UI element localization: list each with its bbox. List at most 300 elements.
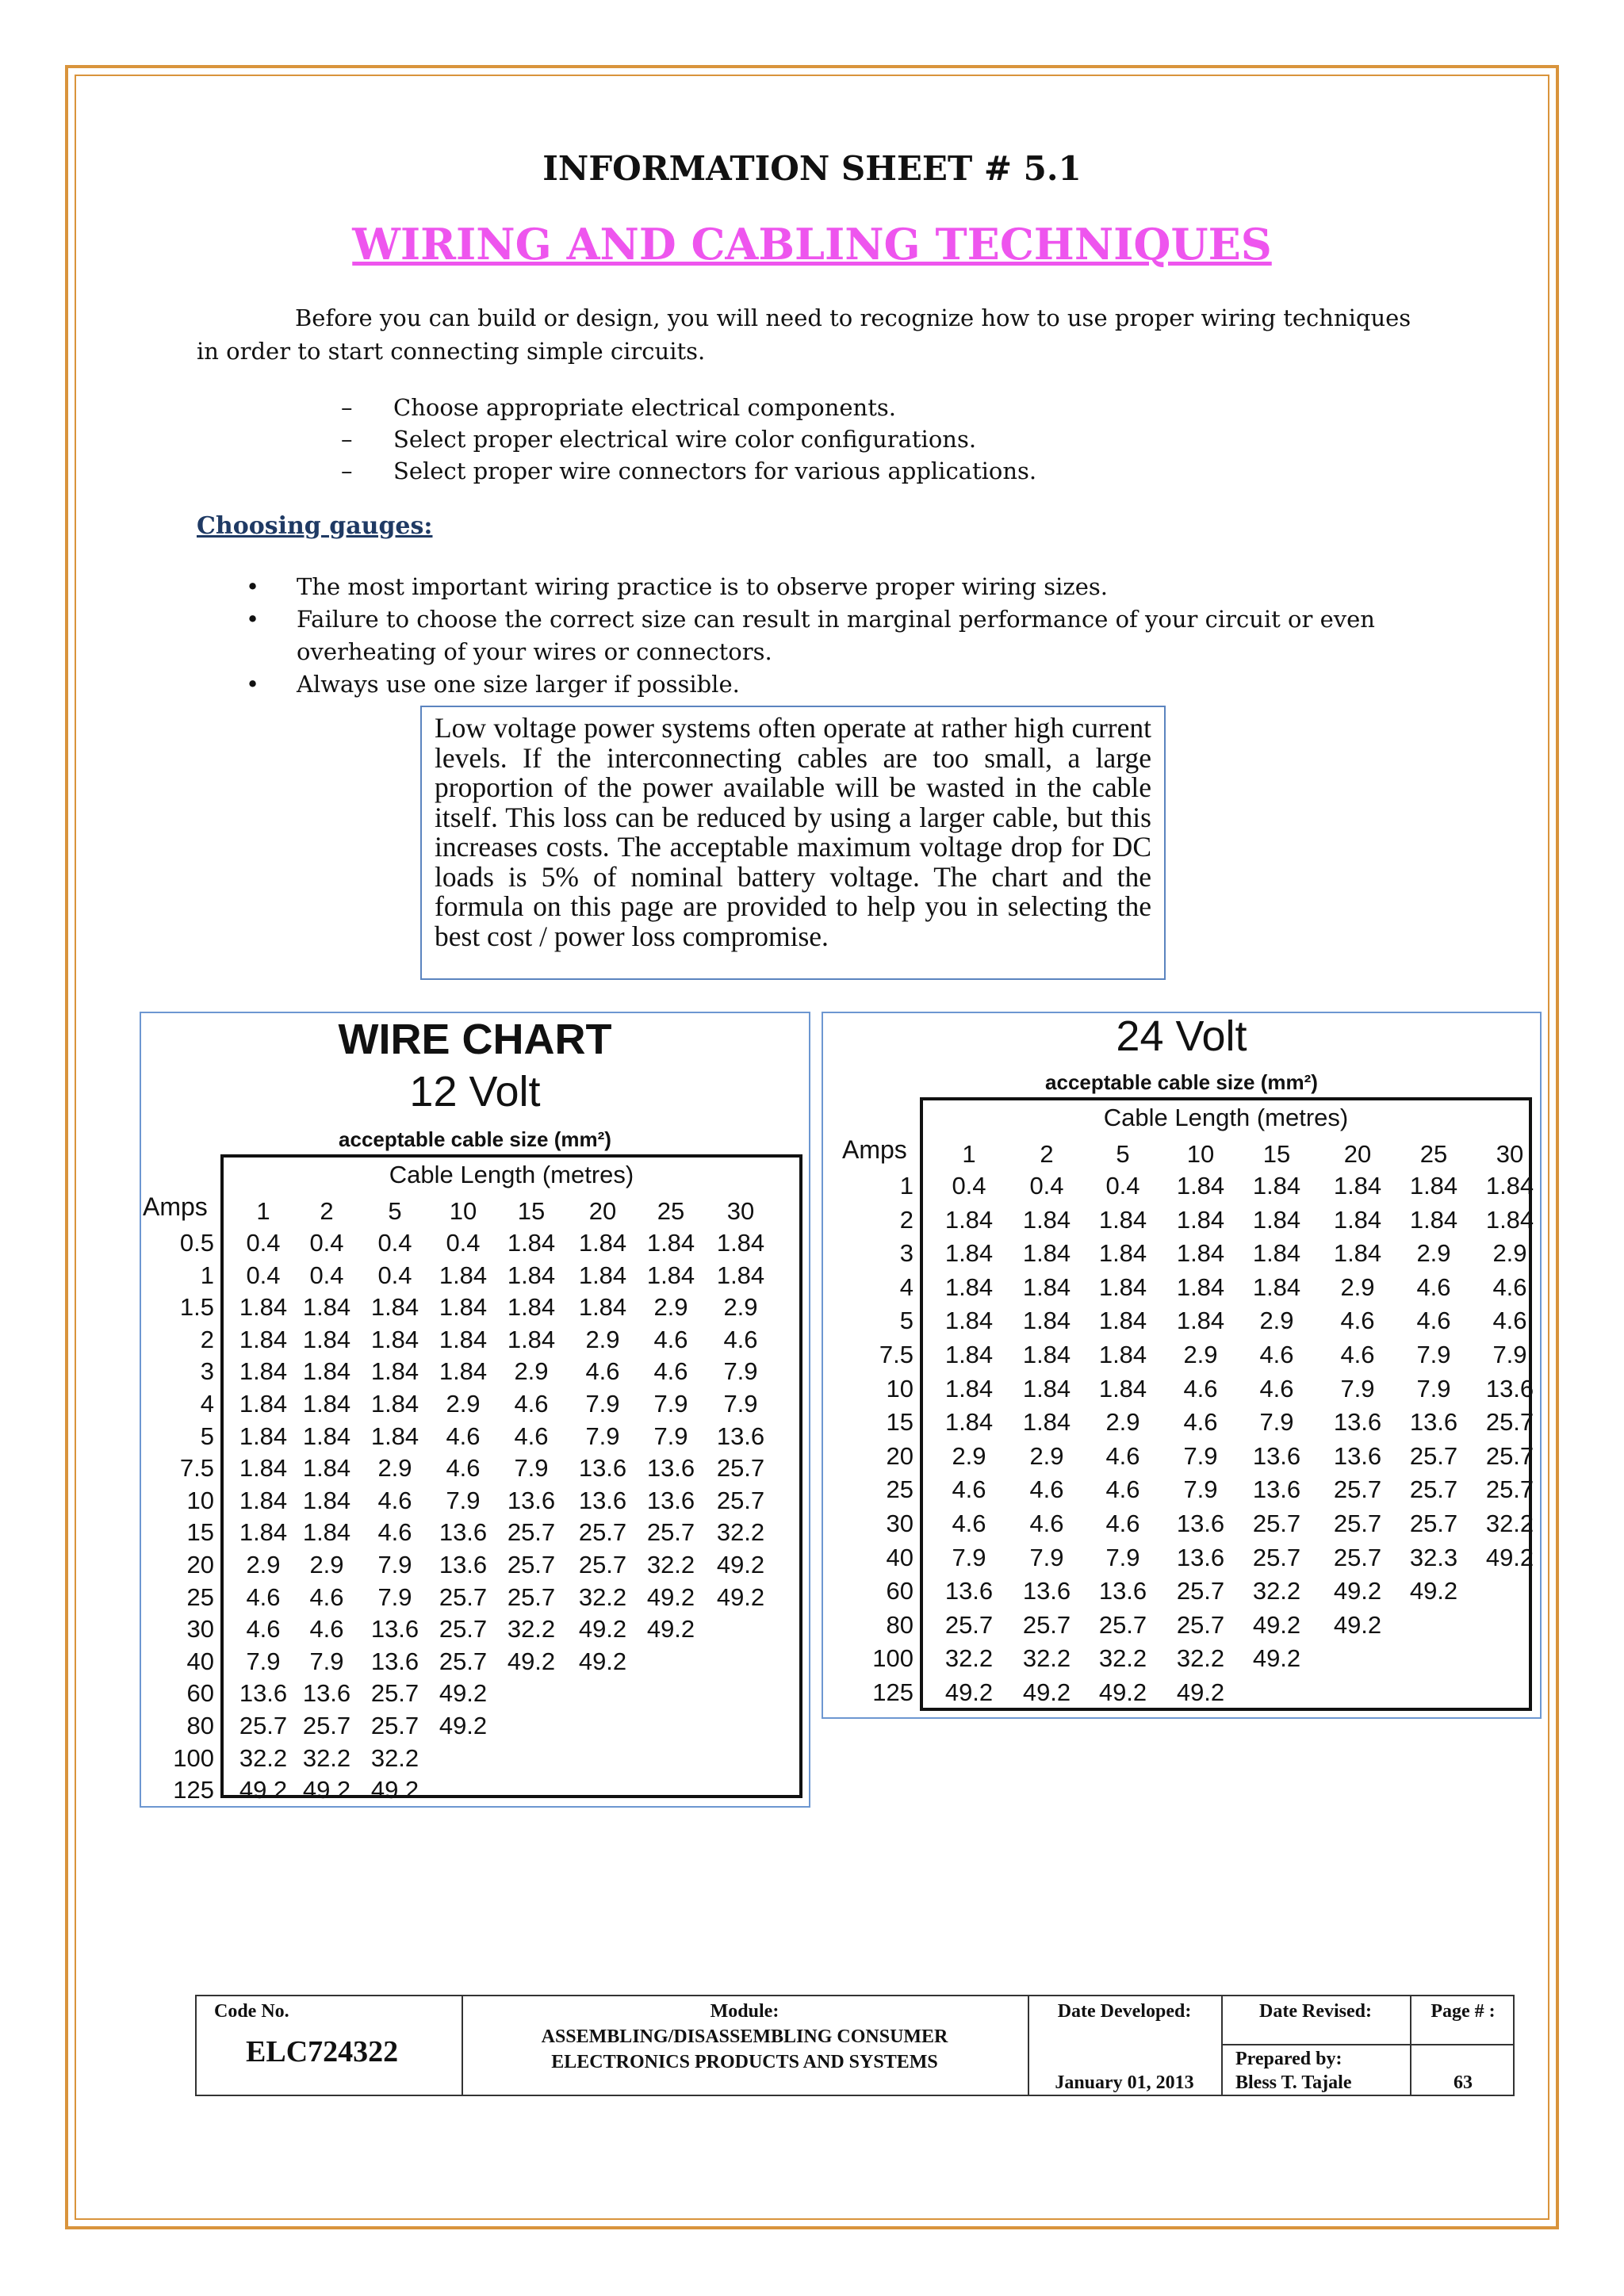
date-revised-label: Date Revised: bbox=[1259, 2001, 1372, 2022]
table-cell: 4.6 bbox=[952, 1475, 986, 1504]
table-cell: 13.6 bbox=[439, 1551, 488, 1578]
table-cell: 25.7 bbox=[302, 1712, 351, 1739]
row-amps-label: 40 bbox=[886, 1543, 914, 1571]
table-cell: 4.6 bbox=[1416, 1307, 1451, 1335]
column-header: 1 bbox=[256, 1197, 270, 1225]
table-cell: 49.2 bbox=[1485, 1543, 1534, 1571]
table-cell: 1.84 bbox=[944, 1374, 994, 1402]
table-cell: 1.84 bbox=[1485, 1172, 1534, 1200]
row-amps-label: 0.5 bbox=[179, 1229, 214, 1257]
column-header: 20 bbox=[1343, 1140, 1372, 1168]
table-cell: 2.9 bbox=[653, 1293, 688, 1322]
table-cell: 25.7 bbox=[1176, 1610, 1225, 1639]
table-cell: 25.7 bbox=[1022, 1610, 1071, 1639]
column-header: 15 bbox=[1262, 1140, 1291, 1168]
table-cell: 1.84 bbox=[716, 1261, 765, 1289]
table-cell: 49.2 bbox=[578, 1647, 627, 1675]
table-cell: 25.7 bbox=[578, 1518, 627, 1547]
table-cell: 1.84 bbox=[1098, 1374, 1147, 1402]
row-amps-label: 15 bbox=[186, 1518, 214, 1547]
table-cell: 4.6 bbox=[514, 1390, 549, 1418]
table-cell: 4.6 bbox=[246, 1615, 281, 1644]
prepared-by-label: Prepared by: bbox=[1235, 2049, 1342, 2069]
bullet-icon: • bbox=[246, 606, 260, 633]
table-cell: 0.4 bbox=[377, 1229, 412, 1257]
table-cell: 1.84 bbox=[944, 1408, 994, 1437]
table-cell: 49.2 bbox=[1409, 1577, 1458, 1605]
table-cell: 49.2 bbox=[370, 1776, 419, 1804]
table-cell: 1.84 bbox=[370, 1325, 419, 1353]
section-heading: Choosing gauges: bbox=[197, 512, 433, 540]
table-cell: 13.6 bbox=[1333, 1441, 1382, 1470]
row-amps-label: 1 bbox=[200, 1261, 214, 1289]
table-cell: 2.9 bbox=[723, 1293, 758, 1322]
row-header-label: Amps bbox=[143, 1192, 208, 1221]
table-cell: 1.84 bbox=[370, 1357, 419, 1386]
table-cell: 4.6 bbox=[723, 1325, 758, 1353]
table-cell: 1.84 bbox=[239, 1422, 288, 1450]
bullet-icon: • bbox=[246, 671, 260, 698]
table-cell: 0.4 bbox=[1029, 1172, 1064, 1200]
table-cell: 7.9 bbox=[1183, 1441, 1218, 1470]
table-cell: 25.7 bbox=[507, 1551, 556, 1578]
table-cell: 2.9 bbox=[377, 1454, 412, 1483]
table-cell: 1.84 bbox=[1022, 1205, 1071, 1234]
row-amps-label: 15 bbox=[886, 1408, 914, 1437]
table-cell: 1.84 bbox=[1333, 1205, 1382, 1234]
row-amps-label: 25 bbox=[186, 1582, 214, 1611]
table-cell: 1.84 bbox=[1022, 1374, 1071, 1402]
table-cell: 13.6 bbox=[646, 1486, 695, 1514]
code-value: ELC724322 bbox=[246, 2035, 399, 2068]
table-cell: 2.9 bbox=[952, 1441, 986, 1470]
table-cell: 13.6 bbox=[370, 1647, 419, 1675]
table-cell: 7.9 bbox=[653, 1422, 688, 1450]
table-cell: 1.84 bbox=[239, 1390, 288, 1418]
row-amps-label: 125 bbox=[173, 1776, 214, 1804]
table-cell: 1.84 bbox=[1176, 1272, 1225, 1301]
table-cell: 7.9 bbox=[514, 1454, 549, 1483]
table-cell: 2.9 bbox=[1492, 1239, 1527, 1268]
table-cell: 7.9 bbox=[952, 1543, 986, 1571]
row-amps-label: 60 bbox=[186, 1679, 214, 1708]
table-cell: 13.6 bbox=[1176, 1510, 1225, 1537]
table-cell: 4.6 bbox=[952, 1510, 986, 1537]
column-header: 5 bbox=[388, 1197, 402, 1225]
table-cell: 25.7 bbox=[578, 1551, 627, 1578]
table-cell: 13.6 bbox=[1176, 1543, 1225, 1571]
table-cell: 1.84 bbox=[578, 1229, 627, 1257]
table-cell: 49.2 bbox=[578, 1615, 627, 1644]
table-cell: 4.6 bbox=[1340, 1307, 1375, 1335]
table-cell: 4.6 bbox=[377, 1518, 412, 1547]
table-cell: 1.84 bbox=[370, 1390, 419, 1418]
list-item: • Always use one size larger if possible. bbox=[246, 668, 1435, 701]
row-amps-label: 1 bbox=[899, 1172, 914, 1200]
table-cell: 4.6 bbox=[1492, 1307, 1527, 1335]
table-cell: 13.6 bbox=[1252, 1441, 1301, 1470]
table-cell: 1.84 bbox=[302, 1454, 351, 1483]
table-cell: 1.84 bbox=[370, 1422, 419, 1450]
wire-chart-24v bbox=[822, 1012, 1542, 1719]
table-cell: 4.6 bbox=[1029, 1475, 1064, 1504]
table-cell: 1.84 bbox=[302, 1293, 351, 1322]
table-cell: 4.6 bbox=[446, 1454, 481, 1483]
table-cell: 0.4 bbox=[446, 1229, 481, 1257]
row-amps-label: 25 bbox=[886, 1475, 914, 1504]
table-cell: 1.84 bbox=[439, 1325, 488, 1353]
table-cell: 1.84 bbox=[1252, 1172, 1301, 1200]
table-cell: 7.9 bbox=[1416, 1374, 1451, 1402]
row-amps-label: 20 bbox=[886, 1441, 914, 1470]
table-cell: 49.2 bbox=[716, 1582, 765, 1611]
table-cell: 25.7 bbox=[1409, 1441, 1458, 1470]
column-header: 10 bbox=[449, 1197, 477, 1225]
row-amps-label: 30 bbox=[186, 1615, 214, 1644]
table-cell: 2.9 bbox=[1340, 1272, 1375, 1301]
table-cell: 25.7 bbox=[1485, 1408, 1534, 1437]
table-cell: 25.7 bbox=[507, 1518, 556, 1547]
row-amps-label: 4 bbox=[200, 1390, 214, 1418]
table-cell: 1.84 bbox=[302, 1325, 351, 1353]
table-cell: 32.2 bbox=[944, 1644, 994, 1673]
row-amps-label: 3 bbox=[899, 1239, 914, 1268]
sheet-title: INFORMATION SHEET # 5.1 bbox=[542, 149, 1082, 188]
row-amps-label: 5 bbox=[899, 1307, 914, 1335]
footer-table bbox=[195, 1995, 1515, 2096]
table-cell: 25.7 bbox=[439, 1647, 488, 1675]
table-cell: 13.6 bbox=[439, 1518, 488, 1547]
table-cell: 1.84 bbox=[1252, 1205, 1301, 1234]
table-cell: 1.84 bbox=[944, 1239, 994, 1268]
table-cell: 32.2 bbox=[1252, 1577, 1301, 1605]
table-cell: 13.6 bbox=[507, 1486, 556, 1514]
table-cell: 4.6 bbox=[1340, 1341, 1375, 1368]
table-cell: 49.2 bbox=[944, 1678, 994, 1706]
chart-subtitle: 12 Volt bbox=[409, 1068, 541, 1115]
table-cell: 49.2 bbox=[1022, 1678, 1071, 1706]
table-cell: 1.84 bbox=[302, 1390, 351, 1418]
main-title: WIRING AND CABLING TECHNIQUES bbox=[352, 219, 1272, 270]
table-cell: 1.84 bbox=[646, 1261, 695, 1289]
table-cell: 32.2 bbox=[302, 1743, 351, 1772]
table-cell: 1.84 bbox=[370, 1293, 419, 1322]
date-developed-label: Date Developed: bbox=[1057, 2001, 1192, 2022]
table-cell: 0.4 bbox=[952, 1172, 986, 1200]
table-cell: 49.2 bbox=[646, 1615, 695, 1644]
table-cell: 49.2 bbox=[1098, 1678, 1147, 1706]
table-cell: 32.2 bbox=[646, 1551, 695, 1578]
table-cell: 1.84 bbox=[1252, 1272, 1301, 1301]
table-cell: 7.9 bbox=[309, 1647, 344, 1675]
table-cell: 25.7 bbox=[1333, 1475, 1382, 1504]
table-cell: 49.2 bbox=[1333, 1610, 1382, 1639]
table-cell: 7.9 bbox=[446, 1486, 481, 1514]
table-cell: 13.6 bbox=[1252, 1475, 1301, 1504]
table-cell: 0.4 bbox=[309, 1229, 344, 1257]
table-cell: 13.6 bbox=[302, 1679, 351, 1708]
row-amps-label: 40 bbox=[186, 1647, 214, 1675]
table-cell: 1.84 bbox=[1176, 1205, 1225, 1234]
table-cell: 1.84 bbox=[302, 1486, 351, 1514]
row-amps-label: 4 bbox=[899, 1272, 914, 1301]
table-cell: 25.7 bbox=[370, 1679, 419, 1708]
table-cell: 13.6 bbox=[646, 1454, 695, 1483]
list-item: • Failure to choose the correct size can result in marginal performance of your circuit or even overheating of your wires or connectors. bbox=[246, 603, 1435, 668]
column-header: 5 bbox=[1116, 1140, 1130, 1168]
table-cell: 1.84 bbox=[944, 1205, 994, 1234]
table-cell: 13.6 bbox=[239, 1679, 288, 1708]
table-cell: 2.9 bbox=[309, 1551, 344, 1578]
table-cell: 2.9 bbox=[1259, 1307, 1294, 1335]
prepared-by-value: Bless T. Tajale bbox=[1235, 2072, 1352, 2093]
table-cell: 13.6 bbox=[1022, 1577, 1071, 1605]
table-cell: 4.6 bbox=[1183, 1374, 1218, 1402]
table-cell: 13.6 bbox=[1485, 1374, 1534, 1402]
list-item: • The most important wiring practice is to observe proper wiring sizes. bbox=[246, 571, 1435, 603]
table-cell: 1.84 bbox=[239, 1486, 288, 1514]
column-header: 30 bbox=[1496, 1140, 1524, 1168]
page-label: Page # : bbox=[1431, 2001, 1496, 2022]
table-cell: 49.2 bbox=[1176, 1678, 1225, 1706]
row-amps-label: 100 bbox=[872, 1644, 914, 1673]
table-cell: 49.2 bbox=[716, 1551, 765, 1578]
objectives-list bbox=[341, 392, 1036, 487]
table-cell: 0.4 bbox=[309, 1261, 344, 1289]
table-cell: 2.9 bbox=[585, 1325, 620, 1353]
table-cell: 25.7 bbox=[1485, 1475, 1534, 1504]
table-cell: 1.84 bbox=[1176, 1172, 1225, 1200]
date-developed-value: January 01, 2013 bbox=[1055, 2072, 1194, 2093]
bullet-icon: • bbox=[246, 573, 260, 600]
row-amps-label: 125 bbox=[872, 1678, 914, 1706]
row-amps-label: 7.5 bbox=[879, 1341, 914, 1368]
table-cell: 25.7 bbox=[716, 1486, 765, 1514]
table-cell: 1.84 bbox=[578, 1293, 627, 1322]
table-cell: 4.6 bbox=[653, 1325, 688, 1353]
table-cell: 4.6 bbox=[309, 1582, 344, 1611]
table-cell: 49.2 bbox=[439, 1679, 488, 1708]
table-cell: 49.2 bbox=[302, 1776, 351, 1804]
table-cell: 4.6 bbox=[514, 1422, 549, 1450]
table-cell: 32.2 bbox=[1485, 1510, 1534, 1537]
table-cell: 25.7 bbox=[1098, 1610, 1147, 1639]
table-cell: 49.2 bbox=[646, 1582, 695, 1611]
table-cell: 13.6 bbox=[716, 1422, 765, 1450]
table-cell: 4.6 bbox=[1259, 1341, 1294, 1368]
page-number: 63 bbox=[1454, 2072, 1473, 2093]
wire-chart-12v bbox=[140, 1012, 810, 1808]
table-cell: 49.2 bbox=[1333, 1577, 1382, 1605]
row-header-label: Amps bbox=[842, 1135, 907, 1164]
table-cell: 1.84 bbox=[1333, 1239, 1382, 1268]
table-cell: 7.9 bbox=[585, 1390, 620, 1418]
table-cell: 32.2 bbox=[1176, 1644, 1225, 1673]
table-cell: 7.9 bbox=[1259, 1408, 1294, 1437]
table-cell: 2.9 bbox=[1105, 1408, 1140, 1437]
intro-text: Before you can build or design, you will need to recognize how to use proper wiring techniques in order to start connecting simple circuits. bbox=[197, 304, 1411, 365]
table-cell: 1.84 bbox=[1098, 1205, 1147, 1234]
column-header: 25 bbox=[1419, 1140, 1448, 1168]
row-amps-label: 10 bbox=[186, 1486, 214, 1514]
code-label: Code No. bbox=[214, 2001, 289, 2022]
table-cell: 13.6 bbox=[578, 1454, 627, 1483]
table-cell: 49.2 bbox=[239, 1776, 288, 1804]
table-cell: 25.7 bbox=[1252, 1543, 1301, 1571]
table-cell: 1.84 bbox=[1176, 1307, 1225, 1335]
table-cell: 2.9 bbox=[1029, 1441, 1064, 1470]
table-cell: 1.84 bbox=[1022, 1272, 1071, 1301]
table-cell: 0.4 bbox=[377, 1261, 412, 1289]
list-item: – Choose appropriate electrical components. bbox=[341, 392, 1036, 423]
table-cell: 1.84 bbox=[507, 1293, 556, 1322]
table-cell: 4.6 bbox=[377, 1486, 412, 1514]
table-cell: 1.84 bbox=[1409, 1172, 1458, 1200]
table-cell: 7.9 bbox=[1416, 1341, 1451, 1368]
table-cell: 4.6 bbox=[309, 1615, 344, 1644]
table-cell: 32.2 bbox=[716, 1518, 765, 1547]
table-cell: 25.7 bbox=[439, 1582, 488, 1611]
table-cell: 7.9 bbox=[1492, 1341, 1527, 1368]
table-cell: 1.84 bbox=[439, 1357, 488, 1386]
table-cell: 4.6 bbox=[653, 1357, 688, 1386]
table-cell: 7.9 bbox=[1183, 1475, 1218, 1504]
table-cell: 0.4 bbox=[246, 1229, 281, 1257]
table-cell: 13.6 bbox=[1409, 1408, 1458, 1437]
table-cell: 1.84 bbox=[1409, 1205, 1458, 1234]
table-cell: 0.4 bbox=[1105, 1172, 1140, 1200]
column-header: 30 bbox=[726, 1197, 755, 1225]
table-cell: 25.7 bbox=[1409, 1475, 1458, 1504]
chart-caption: acceptable cable size (mm²) bbox=[339, 1127, 611, 1151]
table-cell: 1.84 bbox=[507, 1325, 556, 1353]
table-cell: 25.7 bbox=[1252, 1510, 1301, 1537]
chart-caption: acceptable cable size (mm²) bbox=[1045, 1070, 1318, 1094]
bullet-list bbox=[246, 571, 1435, 701]
table-cell: 1.84 bbox=[1022, 1239, 1071, 1268]
table-cell: 25.7 bbox=[944, 1610, 994, 1639]
row-amps-label: 2 bbox=[200, 1325, 214, 1353]
table-cell: 4.6 bbox=[1259, 1374, 1294, 1402]
table-cell: 2.9 bbox=[1416, 1239, 1451, 1268]
row-amps-label: 30 bbox=[886, 1510, 914, 1537]
table-cell: 7.9 bbox=[585, 1422, 620, 1450]
table-cell: 1.84 bbox=[1485, 1205, 1534, 1234]
column-header: 2 bbox=[320, 1197, 334, 1225]
row-amps-label: 60 bbox=[886, 1577, 914, 1605]
module-line-1: ASSEMBLING/DISASSEMBLING CONSUMER bbox=[541, 2026, 948, 2047]
table-cell: 13.6 bbox=[370, 1615, 419, 1644]
table-cell: 1.84 bbox=[239, 1357, 288, 1386]
row-amps-label: 1.5 bbox=[179, 1293, 214, 1322]
info-box bbox=[420, 706, 1166, 980]
chart-title: 24 Volt bbox=[1116, 1012, 1247, 1060]
table-cell: 32.2 bbox=[370, 1743, 419, 1772]
table-cell: 1.84 bbox=[507, 1229, 556, 1257]
table-cell: 1.84 bbox=[716, 1229, 765, 1257]
module-label: Module: bbox=[710, 2001, 779, 2022]
row-amps-label: 100 bbox=[173, 1743, 214, 1772]
table-cell: 7.9 bbox=[377, 1551, 412, 1578]
column-header: 15 bbox=[517, 1197, 546, 1225]
table-cell: 7.9 bbox=[723, 1357, 758, 1386]
table-cell: 2.9 bbox=[514, 1357, 549, 1386]
table-cell: 1.84 bbox=[944, 1341, 994, 1368]
chart-title: WIRE CHART bbox=[338, 1016, 612, 1063]
table-cell: 1.84 bbox=[302, 1357, 351, 1386]
table-cell: 25.7 bbox=[1176, 1577, 1225, 1605]
table-cell: 25.7 bbox=[239, 1712, 288, 1739]
row-amps-label: 80 bbox=[886, 1610, 914, 1639]
module-line-2: ELECTRONICS PRODUCTS AND SYSTEMS bbox=[551, 2052, 938, 2072]
table-cell: 1.84 bbox=[1098, 1307, 1147, 1335]
table-cell: 25.7 bbox=[507, 1582, 556, 1611]
table-cell: 1.84 bbox=[507, 1261, 556, 1289]
column-header: 10 bbox=[1186, 1140, 1215, 1168]
table-cell: 32.2 bbox=[507, 1615, 556, 1644]
row-amps-label: 3 bbox=[200, 1357, 214, 1386]
table-cell: 32.3 bbox=[1409, 1543, 1458, 1571]
table-cell: 0.4 bbox=[246, 1261, 281, 1289]
table-cell: 25.7 bbox=[1409, 1510, 1458, 1537]
table-cell: 25.7 bbox=[716, 1454, 765, 1483]
table-cell: 7.9 bbox=[246, 1647, 281, 1675]
table-cell: 1.84 bbox=[646, 1229, 695, 1257]
table-cell: 4.6 bbox=[246, 1582, 281, 1611]
table-cell: 4.6 bbox=[1029, 1510, 1064, 1537]
table-cell: 1.84 bbox=[239, 1293, 288, 1322]
table-cell: 1.84 bbox=[1333, 1172, 1382, 1200]
table-cell: 2.9 bbox=[246, 1551, 281, 1578]
table-cell: 13.6 bbox=[1098, 1577, 1147, 1605]
table-cell: 1.84 bbox=[1022, 1341, 1071, 1368]
table-cell: 13.6 bbox=[1333, 1408, 1382, 1437]
table-cell: 32.2 bbox=[578, 1582, 627, 1611]
table-cell: 2.9 bbox=[1183, 1341, 1218, 1368]
table-cell: 1.84 bbox=[1176, 1239, 1225, 1268]
table-cell: 13.6 bbox=[578, 1486, 627, 1514]
table-cell: 25.7 bbox=[370, 1712, 419, 1739]
table-cell: 2.9 bbox=[446, 1390, 481, 1418]
info-box-text: Low voltage power systems often operate at rather high current levels. If the interconnecting cables are too small, a large proportion of the power available will be wasted in the cable itself. This loss can be reduced by using a larger cable, but this increases costs. The acceptable maximum voltage drop for DC loads is 5% of nominal battery voltage. The chart and the formula on this page are provided to help you in selecting the best cost / power loss compromise. bbox=[435, 712, 1151, 952]
table-cell: 4.6 bbox=[585, 1357, 620, 1386]
table-cell: 4.6 bbox=[1183, 1408, 1218, 1437]
table-cell: 1.84 bbox=[1252, 1239, 1301, 1268]
table-cell: 1.84 bbox=[439, 1293, 488, 1322]
table-cell: 1.84 bbox=[239, 1518, 288, 1547]
table-cell: 25.7 bbox=[646, 1518, 695, 1547]
table-cell: 13.6 bbox=[944, 1577, 994, 1605]
table-cell: 4.6 bbox=[1105, 1441, 1140, 1470]
row-amps-label: 10 bbox=[886, 1374, 914, 1402]
row-amps-label: 80 bbox=[186, 1712, 214, 1739]
table-cell: 7.9 bbox=[377, 1582, 412, 1611]
table-cell: 1.84 bbox=[239, 1454, 288, 1483]
column-header: 25 bbox=[657, 1197, 685, 1225]
table-cell: 1.84 bbox=[1098, 1272, 1147, 1301]
table-cell: 7.9 bbox=[653, 1390, 688, 1418]
table-cell: 25.7 bbox=[1333, 1543, 1382, 1571]
list-item: – Select proper electrical wire color configurations. bbox=[341, 423, 1036, 455]
table-cell: 1.84 bbox=[439, 1261, 488, 1289]
table-cell: 4.6 bbox=[1105, 1510, 1140, 1537]
table-cell: 1.84 bbox=[944, 1272, 994, 1301]
table-cell: 49.2 bbox=[439, 1712, 488, 1739]
table-cell: 4.6 bbox=[1416, 1272, 1451, 1301]
table-cell: 32.2 bbox=[1098, 1644, 1147, 1673]
table-cell: 1.84 bbox=[239, 1325, 288, 1353]
table-cell: 7.9 bbox=[723, 1390, 758, 1418]
